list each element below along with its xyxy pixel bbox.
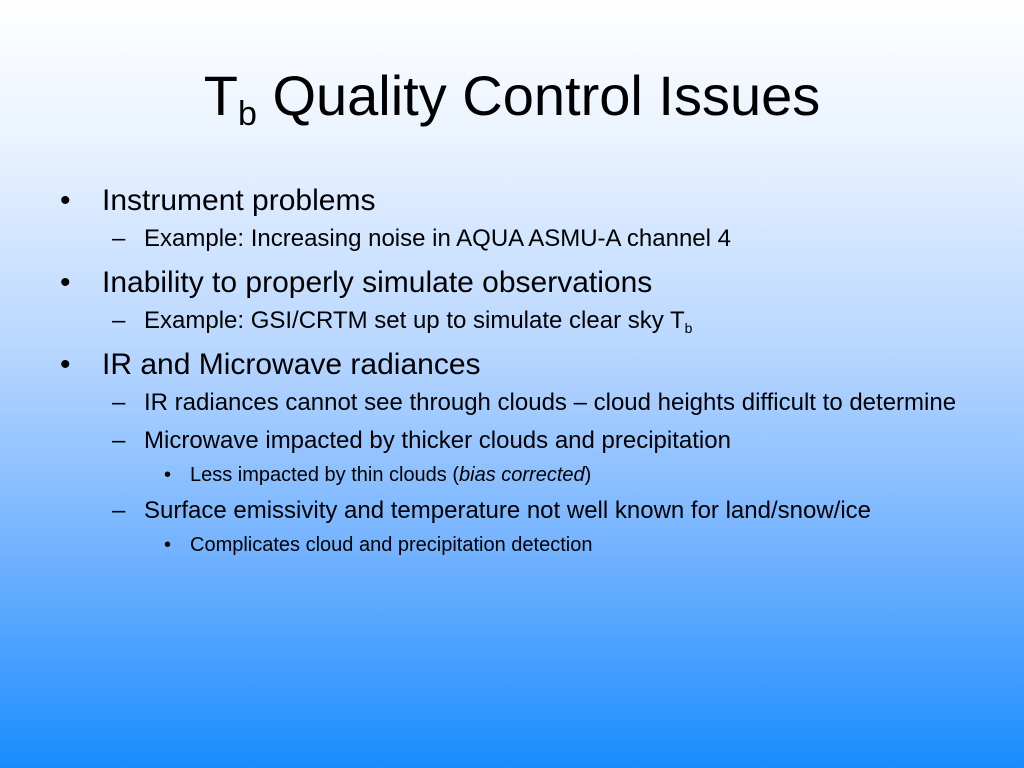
sub-bullet-marker: – xyxy=(112,427,126,454)
bullet-marker: • xyxy=(60,266,71,299)
bullet-text: Inability to properly simulate observations xyxy=(102,266,653,299)
sub-bullet-marker: – xyxy=(112,389,126,416)
bullet-marker: • xyxy=(60,184,71,217)
sub-sub-bullet-text: Complicates cloud and precipitation detection xyxy=(190,534,593,556)
sub-bullet-marker: – xyxy=(112,307,126,334)
sub-bullet-text-main: Example: GSI/CRTM set up to simulate clear sky T xyxy=(144,307,685,334)
sub-bullet-item xyxy=(60,426,960,456)
bullet-item xyxy=(60,180,960,222)
sub-bullet-text: Microwave impacted by thicker clouds and precipitation xyxy=(144,427,731,454)
title-rest: Quality Control Issues xyxy=(256,64,821,127)
sub-bullet-text: Surface emissivity and temperature not well known for land/snow/ice xyxy=(144,497,872,524)
sub-bullet-item xyxy=(60,306,960,336)
title-main: T xyxy=(203,64,238,127)
sub-sub-bullet-italic: bias corrected xyxy=(459,464,585,486)
sub-bullet-item xyxy=(60,388,960,418)
bullet-marker: • xyxy=(60,348,71,381)
sub-bullet-text: Example: Increasing noise in AQUA ASMU-A channel 4 xyxy=(144,225,731,252)
sub-bullet-subscript: b xyxy=(684,320,693,336)
sub-sub-bullet-item xyxy=(60,532,960,558)
sub-sub-bullet-text xyxy=(190,462,960,488)
sub-sub-bullet-marker: • xyxy=(164,464,172,486)
sub-sub-bullet-text-after: ) xyxy=(584,464,592,486)
sub-bullet-marker: – xyxy=(112,497,126,524)
sub-bullet-marker: – xyxy=(112,225,126,252)
bullet-text: Instrument problems xyxy=(102,184,376,217)
slide-title xyxy=(0,62,1024,133)
sub-bullet-text xyxy=(144,306,960,336)
title-subscript: b xyxy=(237,95,257,133)
bullet-text: IR and Microwave radiances xyxy=(102,348,481,381)
sub-bullet-item xyxy=(60,496,960,526)
sub-bullet-text: IR radiances cannot see through clouds – cloud heights difficult to determine xyxy=(144,389,957,416)
sub-sub-bullet-item xyxy=(60,462,960,488)
sub-bullet-item xyxy=(60,224,960,254)
bullet-item xyxy=(60,344,960,386)
sub-sub-bullet-marker: • xyxy=(164,534,172,556)
bullet-list xyxy=(60,180,960,566)
sub-sub-bullet-text-main: Less impacted by thin clouds ( xyxy=(190,464,460,486)
bullet-item xyxy=(60,262,960,304)
